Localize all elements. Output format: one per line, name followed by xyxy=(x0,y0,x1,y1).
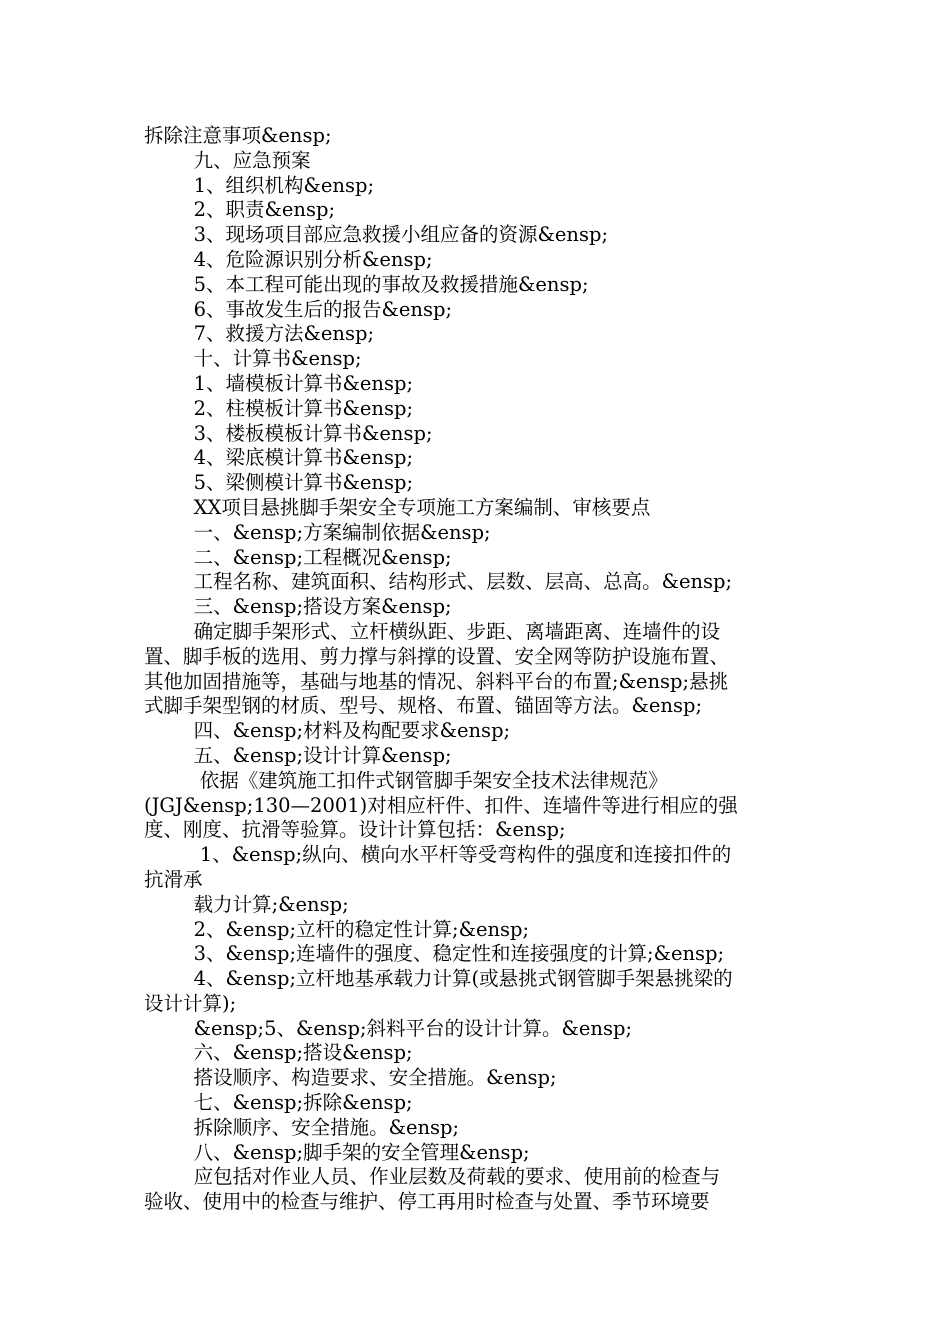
text-row: 1、&ensp;纵向、横向水平杆等受弯构件的强度和连接扣件的 xyxy=(144,843,732,867)
text-line: 5、本工程可能出现的事故及救援措施&ensp; xyxy=(144,272,589,296)
text-line: 拆除顺序、安全措施。&ensp; xyxy=(144,1115,460,1139)
text-row: 验收、使用中的检查与维护、停工再用时检查与处置、季节环境要 xyxy=(144,1190,710,1214)
text-row: 应包括对作业人员、作业层数及荷载的要求、使用前的检查与 xyxy=(144,1165,721,1189)
section-emergency-and-calc xyxy=(144,124,824,620)
heading-overview: 二、&ensp;工程概况&ensp; xyxy=(144,545,452,569)
section-materials-design xyxy=(144,719,824,769)
text-line: 1、组织机构&ensp; xyxy=(144,173,375,197)
text-line: 7、救援方法&ensp; xyxy=(144,322,375,346)
text-row: 度、刚度、抗滑等验算。设计计算包括：&ensp; xyxy=(144,818,566,842)
text-row: (JGJ&ensp;130—2001)对相应杆件、扣件、连墙件等进行相应的强 xyxy=(144,793,738,817)
text-line: 2、职责&ensp; xyxy=(144,198,336,222)
heading-erection: 六、&ensp;搭设&ensp; xyxy=(144,1041,413,1065)
heading-design-calc: 五、&ensp;设计计算&ensp; xyxy=(144,743,452,767)
document-subtitle: XX项目悬挑脚手架安全专项施工方案编制、审核要点 xyxy=(144,495,651,519)
paragraph-item-4 xyxy=(144,967,824,1017)
text-line: 3、现场项目部应急救援小组应备的资源&ensp; xyxy=(144,223,609,247)
document-page xyxy=(144,124,824,1215)
text-line: 1、墙模板计算书&ensp; xyxy=(144,371,414,395)
text-row: 确定脚手架形式、立杆横纵距、步距、离墙距离、连墙件的设 xyxy=(144,619,721,643)
text-row: 抗滑承 xyxy=(144,867,203,891)
paragraph-scaffold-form xyxy=(144,620,824,719)
text-line: 搭设顺序、构造要求、安全措施。&ensp; xyxy=(144,1066,557,1090)
text-line: 工程名称、建筑面积、结构形式、层数、层高、总高。&ensp; xyxy=(144,570,733,594)
text-row: 4、&ensp;立杆地基承载力计算(或悬挑式钢管脚手架悬挑梁的 xyxy=(144,967,733,991)
section-erection-removal xyxy=(144,1017,824,1166)
text-line: 拆除注意事项&ensp; xyxy=(144,124,332,147)
text-line: 4、危险源识别分析&ensp; xyxy=(144,247,433,271)
heading-calculation: 十、计算书&ensp; xyxy=(144,347,362,371)
text-line: 5、梁侧模计算书&ensp; xyxy=(144,471,414,495)
paragraph-safety-management xyxy=(144,1165,824,1215)
text-line: 载力计算;&ensp; xyxy=(144,892,349,916)
heading-emergency-plan: 九、应急预案 xyxy=(144,148,311,172)
paragraph-basis xyxy=(144,769,824,843)
heading-materials: 四、&ensp;材料及构配要求&ensp; xyxy=(144,719,511,743)
text-line: 3、&ensp;连墙件的强度、稳定性和连接强度的计算;&ensp; xyxy=(144,942,725,966)
text-line: 6、事故发生后的报告&ensp; xyxy=(144,297,453,321)
heading-removal: 七、&ensp;拆除&ensp; xyxy=(144,1091,413,1115)
text-line: 2、&ensp;立杆的稳定性计算;&ensp; xyxy=(144,917,530,941)
paragraph-item-1 xyxy=(144,843,824,893)
heading-basis: 一、&ensp;方案编制依据&ensp; xyxy=(144,520,491,544)
text-row: 其他加固措施等，基础与地基的情况、斜料平台的布置;&ensp;悬挑 xyxy=(144,669,729,693)
text-line: 2、柱模板计算书&ensp; xyxy=(144,396,414,420)
text-row: 设计计算); xyxy=(144,991,237,1015)
text-row: 式脚手架型钢的材质、型号、规格、布置、锚固等方法。&ensp; xyxy=(144,694,703,718)
heading-safety-management: 八、&ensp;脚手架的安全管理&ensp; xyxy=(144,1140,530,1164)
heading-erection-plan: 三、&ensp;搭设方案&ensp; xyxy=(144,595,452,619)
text-row: 置、脚手板的选用、剪力撑与斜撑的设置、安全网等防护设施布置、 xyxy=(144,644,730,668)
text-line: &ensp;5、&ensp;斜料平台的设计计算。&ensp; xyxy=(144,1016,633,1040)
section-calc-items xyxy=(144,893,824,967)
text-row: 依据《建筑施工扣件式钢管脚手架安全技术法律规范》 xyxy=(144,768,668,792)
text-line: 3、楼板模板计算书&ensp; xyxy=(144,421,433,445)
text-line: 4、梁底模计算书&ensp; xyxy=(144,446,414,470)
